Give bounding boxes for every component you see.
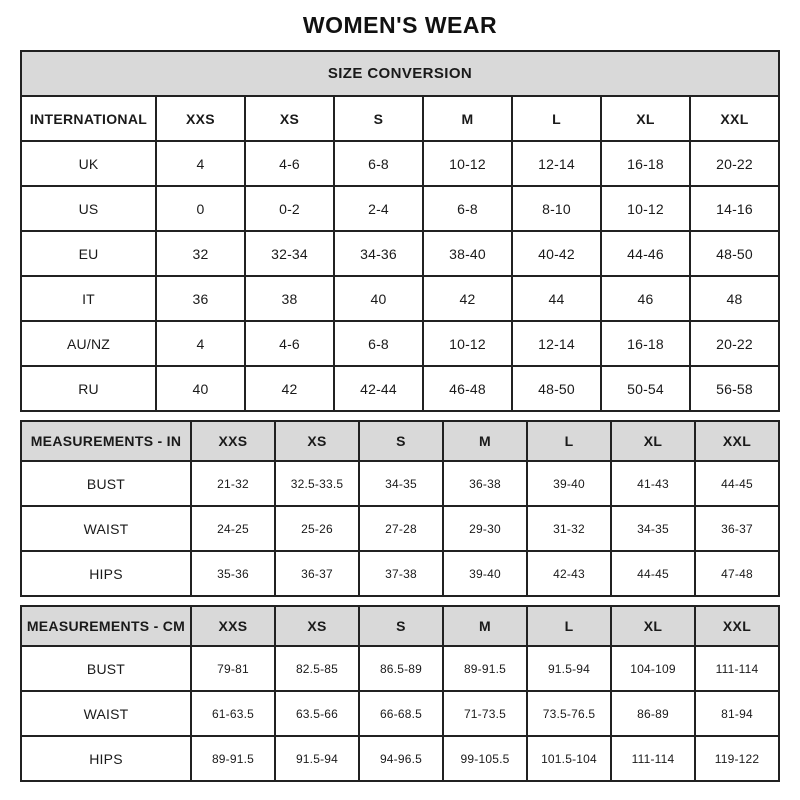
row-label: BUST [21,646,191,691]
table-row-waist-in [21,506,779,551]
table-gap [20,597,780,605]
table-cell: 39-40 [443,551,527,596]
column-header-m: M [423,96,512,141]
table-cell: 101.5-104 [527,736,611,781]
table-cell: 39-40 [527,461,611,506]
table-row-bust-cm [21,646,779,691]
page-title: WOMEN'S WEAR [302,12,498,38]
table-cell: 46 [601,276,690,321]
column-header-l: L [512,96,601,141]
column-header-xxl: XXL [690,96,779,141]
measurements-cm-header: MEASUREMENTS - CM [21,606,191,646]
table-row-bust-in [21,461,779,506]
table-cell: 20-22 [690,141,779,186]
table-row-uk [21,141,779,186]
size-header-xs: XS [275,421,359,461]
table-cell: 31-32 [527,506,611,551]
column-header-row [21,96,779,141]
table-cell: 16-18 [601,321,690,366]
table-cell: 47-48 [695,551,779,596]
table-cell: 89-91.5 [443,646,527,691]
table-cell: 44-46 [601,231,690,276]
table-cell: 6-8 [423,186,512,231]
table-cell: 36-38 [443,461,527,506]
table-row-aunz [21,321,779,366]
table-cell: 42 [245,366,334,411]
table-cell: 34-35 [359,461,443,506]
table-cell: 25-26 [275,506,359,551]
table-cell: 82.5-85 [275,646,359,691]
table-cell: 32 [156,231,245,276]
table-cell: 4 [156,141,245,186]
size-header-s: S [359,606,443,646]
table-cell: 99-105.5 [443,736,527,781]
table-cell: 44 [512,276,601,321]
table-cell: 81-94 [695,691,779,736]
table-cell: 10-12 [423,141,512,186]
table-cell: 50-54 [601,366,690,411]
table-cell: 42-43 [527,551,611,596]
table-cell: 48-50 [690,231,779,276]
table-cell: 27-28 [359,506,443,551]
table-cell: 34-35 [611,506,695,551]
size-header-xl: XL [611,421,695,461]
size-header-xl: XL [611,606,695,646]
table-cell: 73.5-76.5 [527,691,611,736]
row-label: UK [21,141,156,186]
table-row-waist-cm [21,691,779,736]
table-cell: 42-44 [334,366,423,411]
table-cell: 8-10 [512,186,601,231]
table-cell: 89-91.5 [191,736,275,781]
row-label: RU [21,366,156,411]
table-cell: 36-37 [275,551,359,596]
table-cell: 0 [156,186,245,231]
table-cell: 10-12 [423,321,512,366]
table-cell: 91.5-94 [275,736,359,781]
row-label: BUST [21,461,191,506]
table-cell: 86-89 [611,691,695,736]
table-cell: 38-40 [423,231,512,276]
column-header-s: S [334,96,423,141]
table-row-ru [21,366,779,411]
table-cell: 44-45 [695,461,779,506]
column-header-international: INTERNATIONAL [21,96,156,141]
size-conversion-header: SIZE CONVERSION [21,51,779,96]
table-cell: 12-14 [512,141,601,186]
table-cell: 35-36 [191,551,275,596]
size-header-l: L [527,421,611,461]
table-cell: 111-114 [695,646,779,691]
measurements-cm-header-row [21,606,779,646]
table-cell: 24-25 [191,506,275,551]
size-header-xs: XS [275,606,359,646]
table-cell: 34-36 [334,231,423,276]
size-header-xxs: XXS [191,606,275,646]
table-cell: 36 [156,276,245,321]
row-label: HIPS [21,551,191,596]
table-row-it [21,276,779,321]
table-gap [20,412,780,420]
table-cell: 2-4 [334,186,423,231]
column-header-xl: XL [601,96,690,141]
table-cell: 14-16 [690,186,779,231]
table-row-us [21,186,779,231]
column-header-xs: XS [245,96,334,141]
table-cell: 86.5-89 [359,646,443,691]
table-cell: 56-58 [690,366,779,411]
measurements-in-header-row [21,421,779,461]
row-label: EU [21,231,156,276]
table-cell: 21-32 [191,461,275,506]
table-cell: 66-68.5 [359,691,443,736]
table-cell: 0-2 [245,186,334,231]
table-cell: 6-8 [334,321,423,366]
table-cell: 40 [334,276,423,321]
table-cell: 32.5-33.5 [275,461,359,506]
table-cell: 61-63.5 [191,691,275,736]
table-cell: 6-8 [334,141,423,186]
table-cell: 10-12 [601,186,690,231]
table-cell: 4-6 [245,321,334,366]
table-cell: 16-18 [601,141,690,186]
table-cell: 32-34 [245,231,334,276]
table-cell: 94-96.5 [359,736,443,781]
measurements-in-table [20,420,780,597]
table-cell: 46-48 [423,366,512,411]
table-cell: 79-81 [191,646,275,691]
table-cell: 40-42 [512,231,601,276]
table-cell: 71-73.5 [443,691,527,736]
row-label: IT [21,276,156,321]
row-label: AU/NZ [21,321,156,366]
size-header-xxl: XXL [695,421,779,461]
table-cell: 119-122 [695,736,779,781]
table-cell: 12-14 [512,321,601,366]
row-label: HIPS [21,736,191,781]
table-row-hips-cm [21,736,779,781]
table-cell: 104-109 [611,646,695,691]
table-cell: 111-114 [611,736,695,781]
table-row-hips-in [21,551,779,596]
size-header-s: S [359,421,443,461]
table-cell: 41-43 [611,461,695,506]
table-band-header-row [21,51,779,96]
table-cell: 4 [156,321,245,366]
table-row-eu [21,231,779,276]
table-cell: 40 [156,366,245,411]
table-cell: 36-37 [695,506,779,551]
size-header-m: M [443,606,527,646]
row-label: WAIST [21,506,191,551]
row-label: WAIST [21,691,191,736]
size-header-l: L [527,606,611,646]
size-header-xxl: XXL [695,606,779,646]
table-cell: 29-30 [443,506,527,551]
table-cell: 63.5-66 [275,691,359,736]
measurements-in-header: MEASUREMENTS - IN [21,421,191,461]
row-label: US [21,186,156,231]
table-cell: 42 [423,276,512,321]
size-header-m: M [443,421,527,461]
table-cell: 48 [690,276,779,321]
size-conversion-table [20,50,780,412]
column-header-xxs: XXS [156,96,245,141]
table-cell: 91.5-94 [527,646,611,691]
table-cell: 4-6 [245,141,334,186]
table-cell: 20-22 [690,321,779,366]
table-cell: 38 [245,276,334,321]
measurements-cm-table [20,605,780,782]
table-cell: 44-45 [611,551,695,596]
table-cell: 48-50 [512,366,601,411]
table-cell: 37-38 [359,551,443,596]
size-header-xxs: XXS [191,421,275,461]
